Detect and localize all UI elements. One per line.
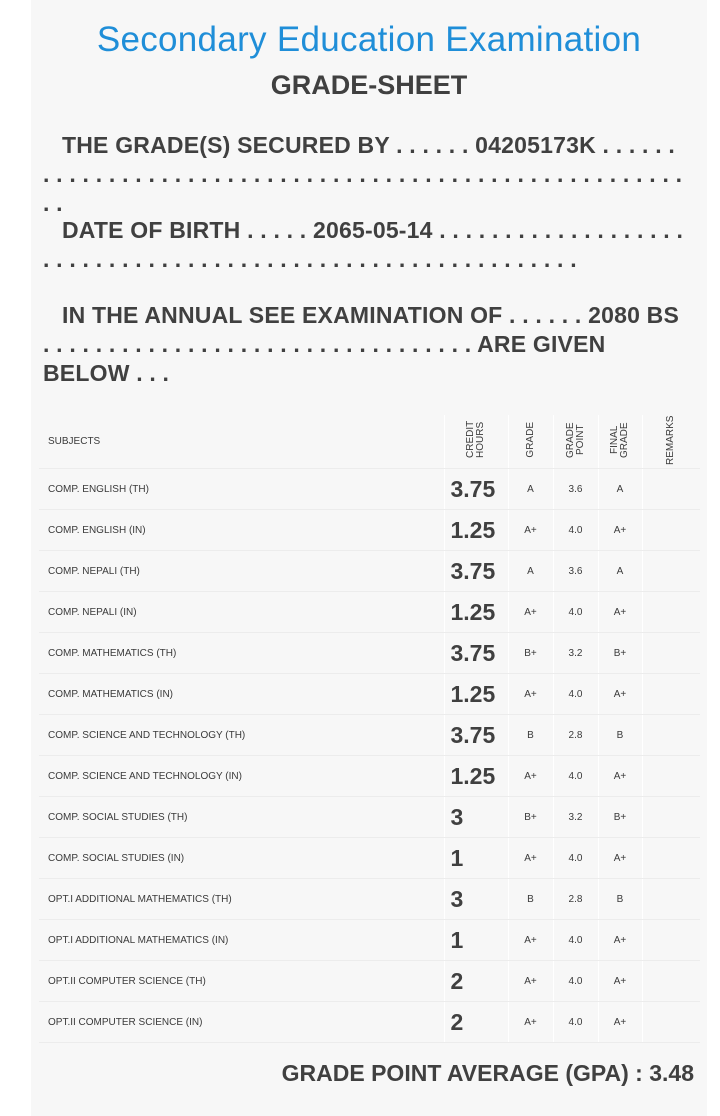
final-grade-cell: A+ <box>598 920 642 961</box>
table-row <box>39 920 700 961</box>
remarks-cell <box>642 674 700 715</box>
grade-cell: A+ <box>508 592 553 633</box>
table-row <box>39 756 700 797</box>
remarks-cell <box>642 961 700 1002</box>
remarks-cell <box>642 510 700 551</box>
grade-point-cell: 4.0 <box>553 1002 598 1043</box>
credit-hours-cell: 1 <box>444 920 508 961</box>
grades-table <box>39 415 700 1043</box>
grade-point-cell: 4.0 <box>553 592 598 633</box>
credit-hours-cell: 1.25 <box>444 592 508 633</box>
secured-by-line <box>43 131 688 218</box>
dob-line <box>43 216 688 274</box>
grade-cell: B+ <box>508 633 553 674</box>
credit-hours-cell: 3.75 <box>444 469 508 510</box>
dot-leader: . . . . . . . . . . . . . . . . . . . . . . . . . . . . . . . . . . . . . . . . . . . . . . . . . . . . . . . . . <box>43 132 683 216</box>
table-row <box>39 674 700 715</box>
table-row <box>39 879 700 920</box>
grade-header: GRADE <box>508 415 553 469</box>
grade-cell: A <box>508 469 553 510</box>
grade-cell: A+ <box>508 674 553 715</box>
credit-hours-cell: 2 <box>444 1002 508 1043</box>
grade-cell: A+ <box>508 920 553 961</box>
exam-year: 2080 BS <box>588 302 680 328</box>
remarks-cell <box>642 1002 700 1043</box>
grade-point-cell: 2.8 <box>553 879 598 920</box>
subject-cell: COMP. ENGLISH (IN) <box>39 510 444 551</box>
final-grade-cell: A+ <box>598 961 642 1002</box>
grade-cell: A+ <box>508 1002 553 1043</box>
remarks-cell <box>642 920 700 961</box>
subject-cell: OPT.II COMPUTER SCIENCE (IN) <box>39 1002 444 1043</box>
credit-hours-cell: 3.75 <box>444 633 508 674</box>
grade-cell: A+ <box>508 838 553 879</box>
subject-cell: OPT.II COMPUTER SCIENCE (TH) <box>39 961 444 1002</box>
exam-label: IN THE ANNUAL SEE EXAMINATION OF <box>62 302 503 328</box>
dot-leader: . . . . . . <box>389 132 476 158</box>
sheet-subtitle: GRADE-SHEET <box>270 70 468 100</box>
dot-leader: . . . . . . . . . . . . . . . . . . . . . . . . . . . . . . . . . . . . . . . . . . . . . . . . . . . . . . . . . . . . <box>43 217 684 272</box>
grade-point-cell: 3.6 <box>553 469 598 510</box>
table-row <box>39 633 700 674</box>
subject-cell: OPT.I ADDITIONAL MATHEMATICS (IN) <box>39 920 444 961</box>
grade-cell: A+ <box>508 961 553 1002</box>
given-below-text: ARE GIVEN BELOW <box>43 331 606 386</box>
grade-point-header: GRADE POINT <box>553 415 598 469</box>
final-grade-cell: A+ <box>598 674 642 715</box>
dot-leader: . . . . . . . . . . . . . . . . . . . . . . . . . . . . . . . . . <box>43 331 478 357</box>
dot-leader: . . . <box>129 360 170 386</box>
remarks-cell <box>642 756 700 797</box>
grade-cell: B <box>508 879 553 920</box>
grade-point-cell: 4.0 <box>553 674 598 715</box>
grade-point-cell: 3.2 <box>553 633 598 674</box>
credit-hours-cell: 3.75 <box>444 551 508 592</box>
subject-cell: COMP. SOCIAL STUDIES (TH) <box>39 797 444 838</box>
remarks-cell <box>642 838 700 879</box>
grade-point-cell: 4.0 <box>553 510 598 551</box>
table-row <box>39 551 700 592</box>
credit-hours-cell: 3.75 <box>444 715 508 756</box>
symbol-number: 04205173K <box>475 132 596 158</box>
credit-hours-cell: 1.25 <box>444 756 508 797</box>
subject-cell: COMP. SCIENCE AND TECHNOLOGY (TH) <box>39 715 444 756</box>
gpa-line <box>282 1060 694 1087</box>
credit-hours-cell: 1.25 <box>444 674 508 715</box>
remarks-cell <box>642 469 700 510</box>
remarks-cell <box>642 551 700 592</box>
grade-cell: A <box>508 551 553 592</box>
final-grade-cell: A <box>598 469 642 510</box>
credit-hours-cell: 3 <box>444 879 508 920</box>
table-row <box>39 961 700 1002</box>
gpa-label: GRADE POINT AVERAGE (GPA) : <box>281 1060 643 1086</box>
gpa-value: 3.48 <box>649 1060 694 1086</box>
subject-cell: OPT.I ADDITIONAL MATHEMATICS (TH) <box>39 879 444 920</box>
table-row <box>39 592 700 633</box>
subject-cell: COMP. ENGLISH (TH) <box>39 469 444 510</box>
dob-label: DATE OF BIRTH <box>62 217 241 243</box>
final-grade-cell: A+ <box>598 838 642 879</box>
final-grade-header: FINAL GRADE <box>598 415 642 469</box>
subject-cell: COMP. MATHEMATICS (TH) <box>39 633 444 674</box>
table-row <box>39 510 700 551</box>
table-row <box>39 838 700 879</box>
remarks-cell <box>642 633 700 674</box>
subject-cell: COMP. NEPALI (TH) <box>39 551 444 592</box>
grade-cell: A+ <box>508 510 553 551</box>
grade-cell: A+ <box>508 756 553 797</box>
credit-hours-header: CREDIT HOURS <box>444 415 508 469</box>
dot-leader: . . . . . . <box>502 302 589 328</box>
final-grade-cell: B+ <box>598 797 642 838</box>
final-grade-cell: A <box>598 551 642 592</box>
remarks-cell <box>642 797 700 838</box>
final-grade-cell: B <box>598 715 642 756</box>
grade-point-cell: 4.0 <box>553 838 598 879</box>
credit-hours-cell: 1.25 <box>444 510 508 551</box>
remarks-cell <box>642 879 700 920</box>
grade-point-cell: 4.0 <box>553 961 598 1002</box>
remarks-cell <box>642 715 700 756</box>
remarks-header: REMARKS <box>642 415 700 469</box>
subject-cell: COMP. MATHEMATICS (IN) <box>39 674 444 715</box>
final-grade-cell: A+ <box>598 1002 642 1043</box>
grade-point-cell: 4.0 <box>553 756 598 797</box>
grade-point-cell: 3.6 <box>553 551 598 592</box>
credit-hours-cell: 1 <box>444 838 508 879</box>
final-grade-cell: A+ <box>598 510 642 551</box>
table-header-row <box>39 415 700 469</box>
final-grade-cell: A+ <box>598 592 642 633</box>
grade-point-cell: 2.8 <box>553 715 598 756</box>
final-grade-cell: A+ <box>598 756 642 797</box>
secured-by-label: THE GRADE(S) SECURED BY <box>62 132 390 158</box>
subject-cell: COMP. SOCIAL STUDIES (IN) <box>39 838 444 879</box>
grade-point-cell: 3.2 <box>553 797 598 838</box>
table-row <box>39 469 700 510</box>
exam-line <box>43 301 688 388</box>
subjects-header: SUBJECTS <box>39 415 444 469</box>
subject-cell: COMP. SCIENCE AND TECHNOLOGY (IN) <box>39 756 444 797</box>
grade-cell: B+ <box>508 797 553 838</box>
dot-leader: . . . . . <box>240 217 313 243</box>
grade-cell: B <box>508 715 553 756</box>
final-grade-cell: B <box>598 879 642 920</box>
final-grade-cell: B+ <box>598 633 642 674</box>
remarks-cell <box>642 592 700 633</box>
subject-cell: COMP. NEPALI (IN) <box>39 592 444 633</box>
dob-value: 2065-05-14 <box>313 217 433 243</box>
table-row <box>39 1002 700 1043</box>
credit-hours-cell: 3 <box>444 797 508 838</box>
table-row <box>39 715 700 756</box>
grade-sheet <box>31 0 707 1116</box>
exam-title: Secondary Education Examination <box>96 20 642 59</box>
table-row <box>39 797 700 838</box>
grade-point-cell: 4.0 <box>553 920 598 961</box>
credit-hours-cell: 2 <box>444 961 508 1002</box>
